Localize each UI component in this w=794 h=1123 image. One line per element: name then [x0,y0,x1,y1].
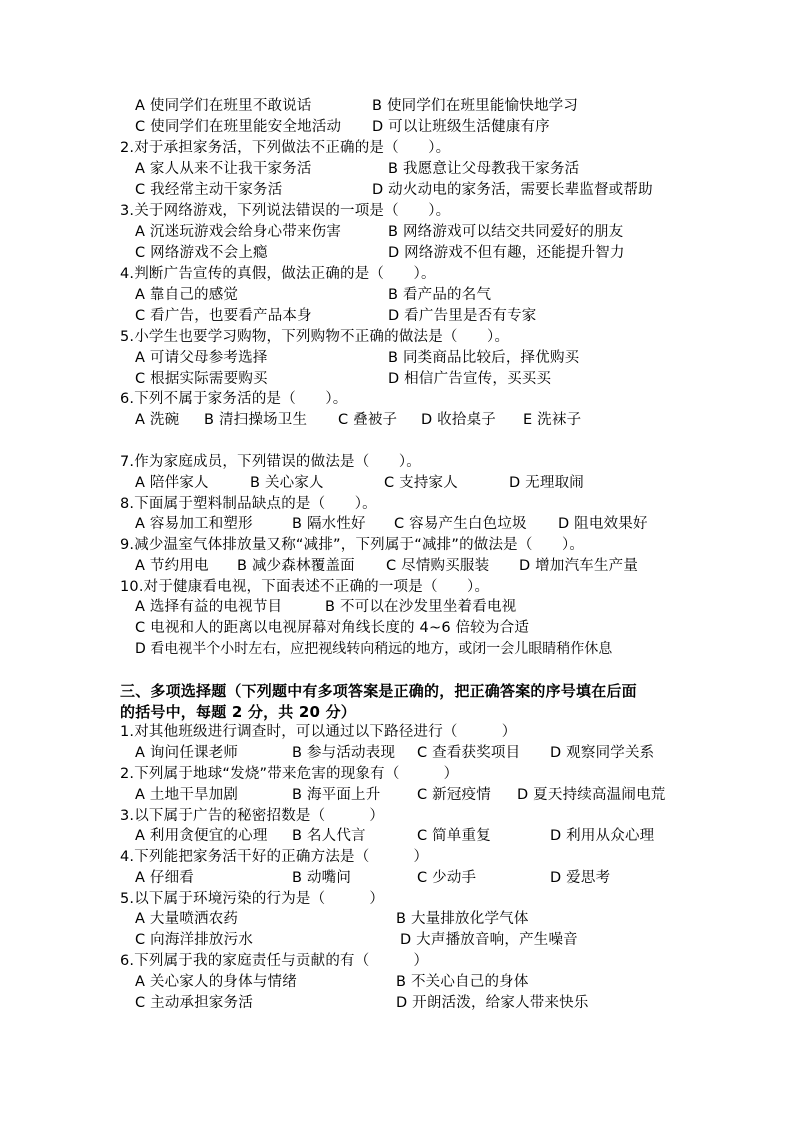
option: A 家人从来不让我干家务活 [135,161,312,177]
question-stem: 5.小学生也要学习购物，下列购物不正确的做法是（ ）。 [120,329,510,345]
question-stem: 8.下面属于塑料制品缺点的是（ ）。 [120,496,377,512]
option: D 看电视半个小时左右，应把视线转向稍远的地方，或闭一会儿眼睛稍作休息 [135,641,613,657]
question-stem: 7.作为家庭成员，下列错误的做法是（ ）。 [120,454,421,470]
question-stem: 5.以下属于环境污染的行为是（ ） [120,891,385,907]
option: B 同类商品比较后，择优购买 [388,350,580,366]
option: C 简单重复 [417,828,491,844]
question-stem: 10.对于健康看电视，下面表述不正确的一项是（ ）。 [120,579,490,595]
option: C 少动手 [417,870,477,886]
question-stem: 1.对其他班级进行调查时，可以通过以下路径进行（ ） [120,724,517,740]
option: E 洗袜子 [523,412,582,428]
option: C 容易产生白色垃圾 [394,516,527,532]
option: D 网络游戏不但有趣，还能提升智力 [388,245,625,261]
option: D 收拾桌子 [421,412,496,428]
option: B 不可以在沙发里坐着看电视 [325,599,517,615]
option: C 支持家人 [384,475,458,491]
option: D 相信广告宣传，买买买 [388,371,552,387]
option: B 大量排放化学气体 [396,911,529,927]
option: D 夏天持续高温闹电荒 [517,787,666,803]
section-heading: 三、多项选择题（下列题中有多项答案是正确的，把正确答案的序号填在后面 [120,682,637,700]
option: C 查看获奖项目 [417,745,521,761]
option: B 看产品的名气 [388,287,492,303]
option: B 动嘴问 [292,870,352,886]
option: B 海平面上升 [292,787,381,803]
question-stem: 3.关于网络游戏，下列说法错误的一项是（ ）。 [120,203,451,219]
option: C 新冠疫情 [417,787,491,803]
option: D 动火动电的家务活，需要长辈监督或帮助 [372,182,653,198]
option: B 网络游戏可以结交共同爱好的朋友 [388,224,624,240]
option: A 选择有益的电视节目 [135,599,283,615]
option: D 增加汽车生产量 [519,558,639,574]
question-stem: 2.下列属于地球“发烧”带来危害的现象有（ ） [120,766,459,782]
option: C 网络游戏不会上瘾 [135,245,268,261]
option: D 开朗活泼，给家人带来快乐 [396,995,589,1011]
option: D 爱思考 [550,870,611,886]
option: D 利用从众心理 [550,828,655,844]
option: A 关心家人的身体与情绪 [135,974,297,990]
option: B 减少森林覆盖面 [237,558,355,574]
option: A 沉迷玩游戏会给身心带来伤害 [135,224,342,240]
option: B 隔水性好 [292,516,366,532]
question-stem: 6.下列不属于家务活的是（ ）。 [120,391,348,407]
option: D 大声播放音响，产生噪音 [400,932,578,948]
question-stem: 9.减少温室气体排放量又称“减排”，下列属于“减排”的做法是（ ）。 [120,537,585,553]
section-heading-cont: 的括号中，每题 2 分，共 20 分） [120,703,357,721]
option: A 陪伴家人 [135,475,209,491]
option: A 节约用电 [135,558,209,574]
option: A 容易加工和塑形 [135,516,253,532]
question-stem: 4.下列能把家务活干好的正确方法是（ ） [120,849,429,865]
option: A 利用贪便宜的心理 [135,828,268,844]
option: D 观察同学关系 [550,745,655,761]
option: C 我经常主动干家务活 [135,182,283,198]
option: A 洗碗 [135,412,180,428]
q1-option-b: B 使同学们在班里能愉快地学习 [372,98,579,114]
question-stem: 3.以下属于广告的秘密招数是（ ） [120,808,385,824]
option: B 清扫操场卫生 [204,412,308,428]
q1-option-c: C 使同学们在班里能安全地活动 [135,119,342,135]
option: D 无理取闹 [509,475,584,491]
option: C 尽情购买服装 [386,558,490,574]
q1-option-a: A 使同学们在班里不敢说话 [135,98,312,114]
option: A 仔细看 [135,870,195,886]
option: A 土地干旱加剧 [135,787,239,803]
option: B 关心家人 [250,475,324,491]
question-stem: 6.下列属于我的家庭责任与贡献的有（ ） [120,953,429,969]
option: C 主动承担家务活 [135,995,254,1011]
option: A 询问任课老师 [135,745,239,761]
option: C 根据实际需要购买 [135,371,268,387]
q1-option-d: D 可以让班级生活健康有序 [372,119,550,135]
option: D 看广告里是否有专家 [388,308,537,324]
option: A 大量喷洒农药 [135,911,239,927]
option: B 名人代言 [292,828,366,844]
option: C 叠被子 [338,412,398,428]
option: B 我愿意让父母教我干家务活 [388,161,580,177]
question-stem: 2.对于承担家务活，下列做法不正确的是（ ）。 [120,140,451,156]
option: B 不关心自己的身体 [396,974,529,990]
option: C 电视和人的距离以电视屏幕对角线长度的 4~6 倍较为合适 [135,620,530,636]
option: A 靠自己的感觉 [135,287,239,303]
option: C 向海洋排放污水 [135,932,254,948]
question-stem: 4.判断广告宣传的真假，做法正确的是（ ）。 [120,266,436,282]
option: C 看广告，也要看产品本身 [135,308,312,324]
option: A 可请父母参考选择 [135,350,268,366]
option: D 阻电效果好 [558,516,648,532]
option: B 参与活动表现 [292,745,396,761]
